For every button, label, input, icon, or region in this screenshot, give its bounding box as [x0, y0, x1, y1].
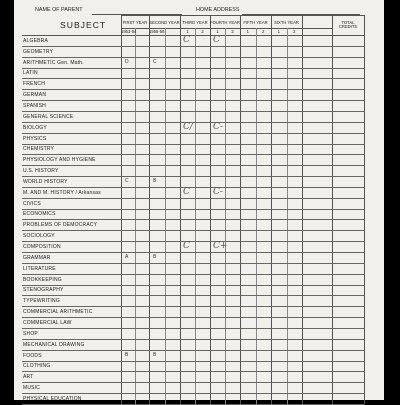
subject-label: FRENCH — [23, 81, 46, 88]
subject-label: COMPOSITION — [23, 244, 61, 250]
semester-divider — [165, 28, 166, 404]
row-border — [22, 382, 364, 383]
row-border — [22, 393, 364, 394]
semester-divider — [225, 28, 226, 404]
handwritten-grade: C — [183, 241, 190, 252]
semester-label: 2 — [231, 29, 234, 34]
semester-label: 1 — [216, 29, 219, 34]
record-sheet — [14, 0, 384, 400]
row-border — [22, 100, 364, 101]
year-column-border — [302, 15, 303, 404]
row-border — [22, 187, 364, 188]
year-column-border — [240, 15, 241, 404]
row-border — [22, 371, 364, 372]
row-border — [22, 122, 364, 123]
row-border — [22, 154, 364, 155]
subject-label: ALGEBRA — [23, 37, 49, 44]
subject-label: GEOMETRY — [23, 48, 54, 55]
handwritten-grade: C — [183, 35, 190, 45]
semester-label: 2 — [262, 29, 265, 34]
subject-label: CHEMISTRY — [23, 146, 55, 153]
subject-label: BOOKKEEPING — [23, 276, 62, 283]
typed-grade: D — [125, 58, 129, 65]
subject-label: COMMERCIAL ARITHMETIC — [23, 309, 93, 316]
semester-divider — [135, 28, 136, 404]
semester-divider — [287, 28, 288, 404]
subject-label: PHYSIOLOGY AND HYGIENE — [23, 157, 96, 164]
subject-label: CLOTHING — [23, 363, 51, 370]
table-top-border — [121, 15, 364, 16]
typed-grade: B — [153, 254, 157, 260]
row-border — [22, 285, 364, 286]
subject-label: BIOLOGY — [23, 124, 47, 131]
subject-label: U.S. HISTORY — [23, 168, 59, 175]
subject-label: GERMAN — [23, 92, 47, 99]
subject-label: GENERAL SCIENCE — [23, 113, 74, 120]
semester-label: 1955-56 — [149, 29, 165, 34]
row-border — [22, 68, 364, 69]
subject-label: STENOGRAPHY — [23, 287, 64, 294]
year-header-5: FIFTH YEAR — [243, 20, 268, 25]
subject-label: MUSIC — [23, 385, 41, 392]
subject-label: SPANISH — [23, 102, 46, 109]
subject-label: WORLD HISTORY — [23, 178, 68, 185]
row-border — [22, 89, 364, 90]
semester-label: 1953-54 — [121, 29, 137, 34]
row-border — [22, 252, 364, 253]
name-of-parent-label: NAME OF PARENT — [35, 7, 83, 13]
subject-label: ART — [23, 374, 34, 381]
subject-label: PROBLEMS OF DEMOCRACY — [23, 222, 98, 229]
typed-grade: B — [153, 178, 157, 185]
semester-divider — [195, 28, 196, 404]
subject-label: PHYSICS — [23, 135, 47, 142]
handwritten-grade: C — [183, 186, 190, 197]
year-column-border — [149, 15, 150, 404]
subject-label: TYPEWRITING — [23, 298, 60, 305]
total-credits-header: TOTAL CREDITS — [338, 20, 358, 30]
row-border — [22, 241, 364, 242]
year-header-3: THIRD YEAR — [182, 20, 208, 25]
year-header-4: FOURTH YEAR — [210, 20, 240, 25]
year-column-border — [210, 15, 211, 404]
row-border — [22, 274, 364, 275]
subject-header: SUBJECT — [60, 20, 107, 30]
row-border — [22, 263, 364, 264]
row-border — [22, 350, 364, 351]
handwritten-grade: C/ — [183, 121, 193, 132]
row-border — [22, 404, 364, 405]
typed-grade: A — [125, 254, 129, 260]
year-header-6: SIXTH YEAR — [274, 20, 299, 25]
home-address-label: HOME ADDRESS — [196, 7, 240, 13]
row-border — [22, 328, 364, 329]
subject-label: SHOP — [23, 330, 38, 337]
semester-divider — [256, 28, 257, 404]
subject-label: GRAMMAR — [23, 254, 51, 261]
row-border — [22, 78, 364, 79]
row-border — [22, 209, 364, 210]
header-bottom-border — [22, 35, 364, 36]
subject-label: ECONOMICS — [23, 211, 56, 218]
row-border — [22, 230, 364, 231]
year-header-2: SECOND YEAR — [149, 20, 180, 25]
typed-grade: B — [153, 351, 157, 358]
row-border — [22, 317, 364, 318]
year-column-border — [271, 15, 272, 404]
semester-label: 2 — [293, 29, 296, 34]
typed-grade: B — [125, 351, 129, 358]
row-border — [22, 46, 364, 47]
subject-label: COMMERCIAL LAW — [23, 319, 72, 326]
year-header-1: FIRST YEAR — [122, 20, 148, 25]
row-border — [22, 133, 364, 134]
subject-column-border — [121, 15, 122, 404]
subject-label: SOCIOLOGY — [23, 233, 55, 240]
subject-label: ARITHMETIC Gen. Math. — [23, 59, 84, 66]
typed-grade: C — [125, 178, 129, 185]
row-border — [22, 361, 364, 362]
row-border — [22, 57, 364, 58]
row-border — [22, 198, 364, 199]
subject-label: FOODS — [23, 352, 42, 359]
handwritten-grade: C- — [213, 121, 223, 132]
handwritten-grade: C — [213, 35, 220, 45]
row-border — [22, 111, 364, 112]
row-border — [22, 295, 364, 296]
table-right-border — [364, 15, 365, 404]
subject-label: MECHANICAL DRAWING — [23, 341, 85, 348]
handwritten-grade: C+ — [213, 241, 228, 252]
row-border — [22, 306, 364, 307]
year-column-border — [332, 15, 333, 404]
row-border — [22, 176, 364, 177]
typed-grade: C — [153, 58, 157, 65]
subject-label: PHYSICAL EDUCATION — [23, 395, 82, 402]
subject-label: M. AND M. HISTORY / Arkansas — [23, 189, 101, 196]
subject-label: LITERATURE — [23, 265, 56, 272]
row-border — [22, 165, 364, 166]
handwritten-grade: C- — [213, 186, 223, 197]
semester-label: 1 — [277, 29, 280, 34]
row-border — [22, 144, 364, 145]
row-border — [22, 219, 364, 220]
semester-label: 1 — [186, 29, 189, 34]
year-column-border — [180, 15, 181, 404]
subject-label: LATIN — [23, 70, 38, 77]
row-border — [22, 339, 364, 340]
semester-label: 1 — [246, 29, 249, 34]
semester-label: 2 — [201, 29, 204, 34]
subject-label: CIVICS — [23, 200, 41, 207]
